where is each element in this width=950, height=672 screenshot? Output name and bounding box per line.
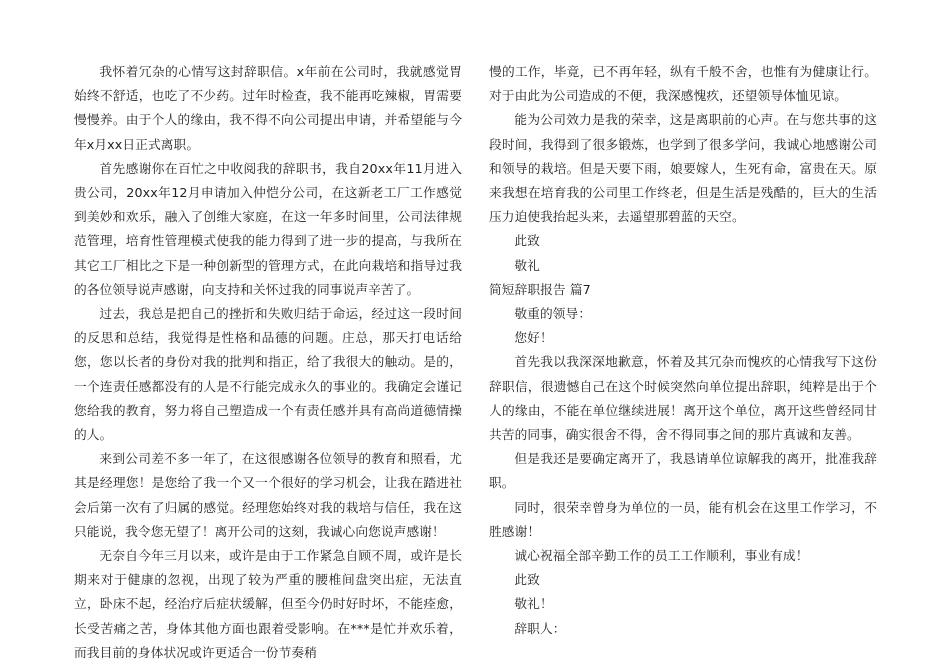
section-heading: 简短辞职报告 篇7 <box>489 281 591 297</box>
paragraph: 无奈自今年三月以来，或许是由于工作紧急自顾不周，或许是长期来对于健康的忽视，出现了较为严重的腰椎间盘突出症，无法直立，卧床不起，经治疗后症状缓解，但至今仍时好时坏，不能痊愈，长受苦痛之苦，身体其他方面也跟着受影响。在***是忙并欢乐着，而我目前的身体状况或许更适合一份节奏稍 <box>74 548 462 660</box>
signature-line: 辞职人： <box>514 620 566 636</box>
paragraph: 我怀着冗杂的心情写这封辞职信。x年前在公司时，我就感觉胃始终不舒适，也吃了不少药。过年时检查，我不能再吃辣椒，胃需要慢慢养。由于个人的缘由，我不得不向公司提出申请，并希望能与今年x月xx日正式离职。 <box>74 64 462 152</box>
paragraph-continued: 慢的工作，毕竟，已不再年轻，纵有千般不舍，也惟有为健康让行。对于由此为公司造成的不便，我深感愧疚，还望领导体恤见谅。 <box>489 64 877 104</box>
closing-line: 此致 <box>514 233 540 249</box>
right-column <box>489 60 877 641</box>
paragraph: 诚心祝福全部辛勤工作的员工工作顺利，事业有成！ <box>514 548 809 564</box>
paragraph: 但是我还是要确定离开了，我恳请单位谅解我的离开，批准我辞职。 <box>489 451 877 491</box>
closing-salute: 敬礼 <box>514 257 540 273</box>
left-column <box>74 60 462 665</box>
greeting: 您好！ <box>514 330 553 346</box>
paragraph: 来到公司差不多一年了，在这很感谢各位领导的教育和照看，尤其是经理您！是您给了我一个又一个很好的学习机会，让我在踏进社会后第一次有了归属的感觉。经理您始终对我的栽培与信任，我在这只能说，我令您无望了！离开公司的这刻，我诚心向您说声感谢！ <box>74 451 462 539</box>
paragraph: 同时，很荣幸曾身为单位的一员，能有机会在这里工作学习，不胜感谢！ <box>489 499 877 539</box>
paragraph: 首先我以我深深地歉意，怀着及其冗杂而愧疚的心情我写下这份辞职信，很遗憾自己在这个时候突然向单位提出辞职，纯粹是出于个人的缘由，不能在单位继续进展！离开这个单位，离开这些曾经同甘共苦的同事，确实很舍不得，舍不得同事之间的那片真诚和友善。 <box>489 354 877 443</box>
paragraph: 过去，我总是把自己的挫折和失败归结于命运，经过这一段时间的反思和总结，我觉得是性格和品德的问题。庄总，那天打电话给您，您以长者的身份对我的批判和指正，给了我很大的触动。是的，一个连责任感都没有的人是不行能完成永久的事业的。我确定会谨记您给我的教育，努力将自己塑造成一个有责任感并具有高尚道德情操的人。 <box>74 306 462 443</box>
closing-line: 此致 <box>514 572 540 588</box>
closing-salute: 敬礼！ <box>514 596 553 612</box>
salutation: 敬重的领导： <box>514 306 592 322</box>
paragraph: 能为公司效力是我的荣幸，这是离职前的心声。在与您共事的这段时间，我得到了很多锻炼，也学到了很多学问，我诚心地感谢公司和领导的栽培。但是天要下雨，娘要嫁人，生死有命，富贵在天。原来我想在培育我的公司里工作终老，但是生活是残酷的，巨大的生活压力迫使我抬起头来，去遥望那碧蓝的天空。 <box>489 112 877 225</box>
paragraph: 首先感谢你在百忙之中收阅我的辞职书，我自20xx年11月进入贵公司，20xx年12月申请加入仲恺分公司，在这新老工厂工作感觉到美妙和欢乐，融入了创维大家庭，在这一年多时间里，公司法律规范管理，培育性管理模式使我的能力得到了进一步的提高，与我所在其它工厂相比之下是一种创新型的管理方式，在此向栽培和指导过我的各位领导说声感谢，向支持和关怀过我的同事说声辛苦了。 <box>74 160 462 297</box>
